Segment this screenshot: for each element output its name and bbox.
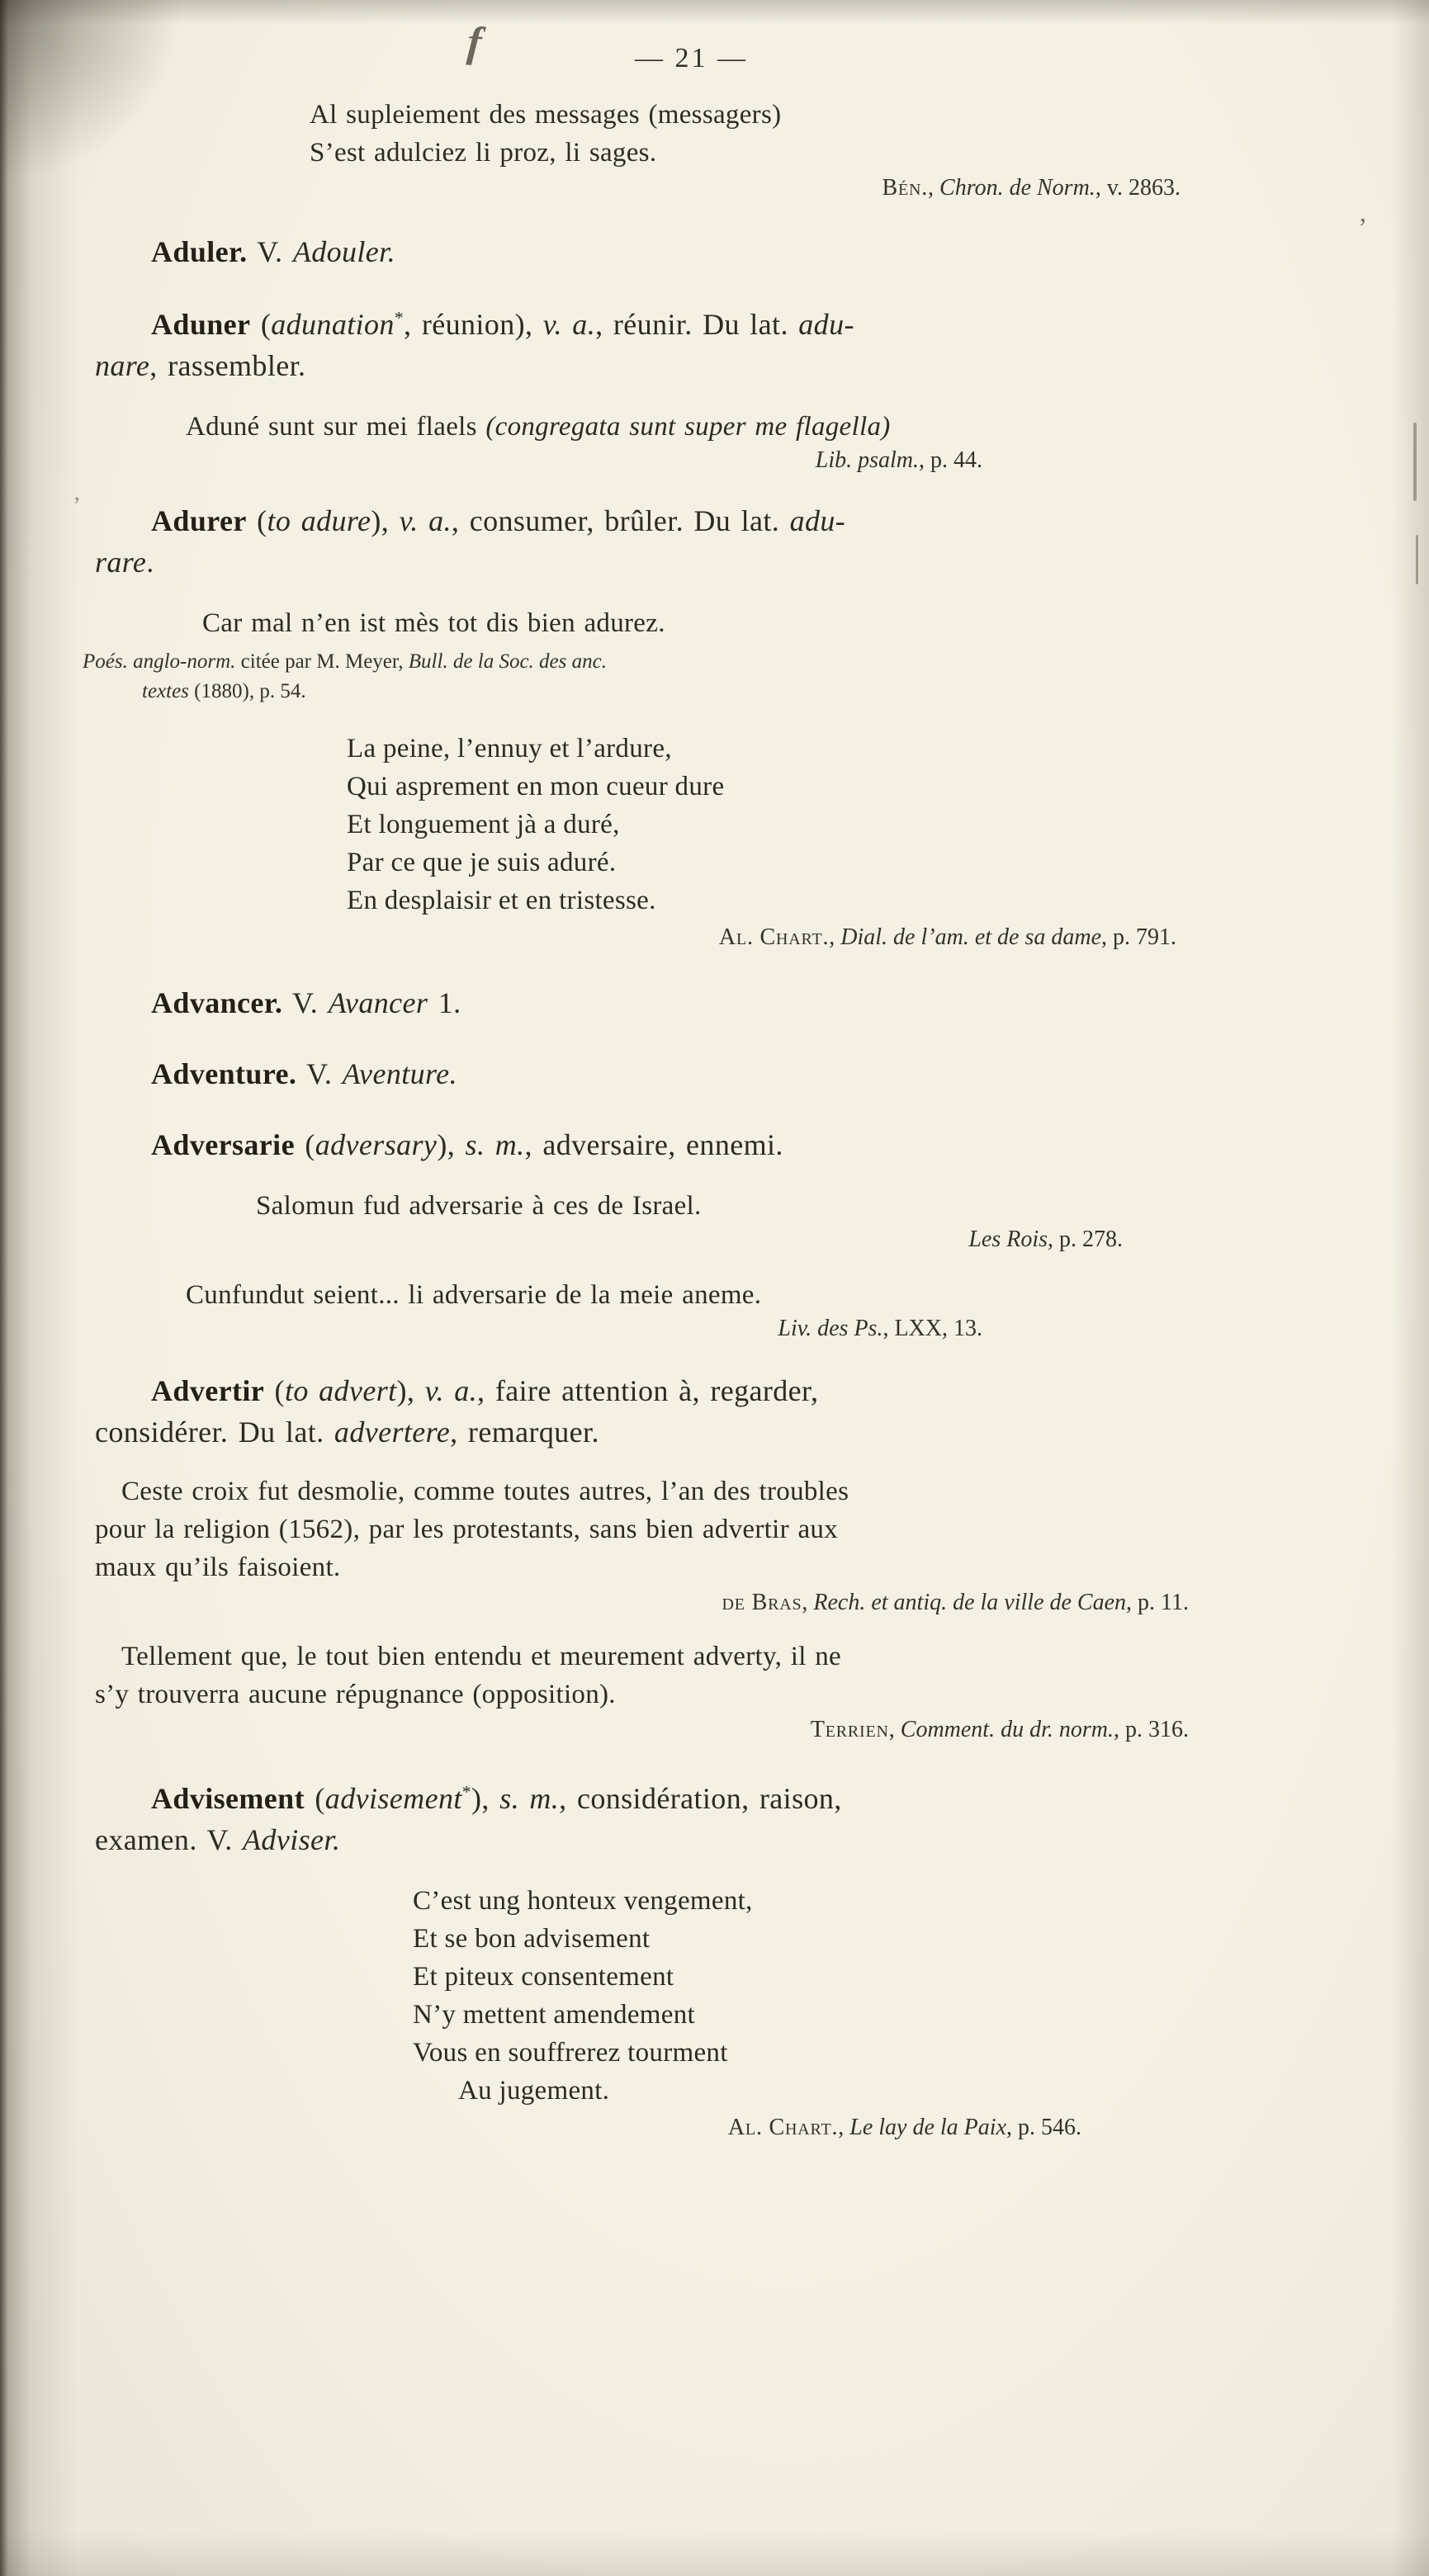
text-run: adversary — [315, 1128, 438, 1161]
scan-artifact-tick-left: ’ — [73, 492, 81, 519]
text-run: Au jugement. — [458, 2076, 610, 2106]
text-run: Al. Chart. — [727, 2115, 839, 2140]
text-run: Aduné sunt sur mei flaels — [186, 412, 486, 442]
quote-ceste-croix — [95, 1472, 1288, 1586]
text-run: rare — [95, 546, 147, 579]
page-number: — 21 — — [635, 43, 748, 73]
text-run: Comment. du dr. norm. — [900, 1717, 1114, 1742]
quote-car-mal — [202, 604, 1288, 642]
text-run: textes — [142, 680, 189, 702]
text-run: adunation — [271, 308, 395, 341]
text-run: , p. 44. — [919, 447, 982, 473]
text-run: nare — [95, 349, 150, 382]
text-run: Rech. et antiq. de la ville de Caen — [813, 1590, 1127, 1615]
text-run: examen. V. — [95, 1823, 244, 1856]
verse-cest-ung — [413, 1882, 1288, 2072]
text-run: Adviser. — [243, 1823, 341, 1856]
text-run: 1. — [428, 986, 461, 1019]
text-run: , p. 546. — [1006, 2115, 1081, 2140]
citation-poes-anglo-norm — [83, 647, 1288, 707]
text-run: considérer. Du lat. — [95, 1416, 334, 1449]
text-run: v. a. — [542, 308, 596, 341]
text-run: ), — [471, 1782, 500, 1815]
text-run: Liv. des Ps. — [778, 1316, 883, 1341]
text-run: , — [838, 2115, 850, 2140]
text-run: , rassembler. — [149, 349, 306, 382]
scan-artifact-edge-dash — [1416, 535, 1418, 584]
entry-advancer — [95, 982, 1288, 1023]
entry-advisement — [95, 1771, 1288, 1860]
text-run: , — [802, 1590, 814, 1615]
text-run: Al. Chart. — [718, 924, 830, 950]
citation-terrien — [95, 1715, 1288, 1745]
text-run: Salomun fud adversarie à ces de Israel. — [256, 1191, 702, 1221]
text-run: Et piteux consentement — [413, 1962, 674, 1992]
text-run: de Bras — [722, 1590, 802, 1615]
text-run: , faire attention à, regarder, — [477, 1374, 819, 1407]
ink-mark: f — [466, 18, 484, 67]
text-run: , p. 278. — [1048, 1227, 1123, 1252]
scan-artifact-tick-right: ’ — [1358, 213, 1368, 243]
entry-advertir — [95, 1370, 1288, 1453]
text-run: advisement — [324, 1782, 462, 1815]
text-run: Advisement — [151, 1782, 305, 1815]
text-run: ( — [305, 1782, 325, 1815]
text-run: Aventure. — [342, 1057, 457, 1090]
text-run: ( — [250, 308, 272, 341]
text-run: ( — [264, 1374, 285, 1407]
text-run: Advertir — [151, 1374, 265, 1407]
text-run: V. — [282, 986, 329, 1019]
text-run: N’y mettent amendement — [413, 2000, 695, 2030]
text-run: Lib. psalm. — [815, 447, 919, 473]
text-run: , — [888, 1717, 901, 1742]
text-run: s. m. — [465, 1128, 525, 1161]
text-run: Avancer — [328, 986, 428, 1019]
text-run: v. a. — [424, 1374, 478, 1407]
text-run: , considération, raison, — [559, 1782, 842, 1815]
text-run: adu- — [798, 308, 854, 341]
citation-de-bras — [95, 1588, 1288, 1618]
text-run: Vous en souffrerez tourment — [413, 2038, 728, 2068]
text-run: (congregata sunt super me flagella) — [485, 412, 891, 442]
text-run: Al supleiement des messages (messagers) — [310, 100, 782, 130]
text-run: maux qu’ils faisoient. — [95, 1553, 341, 1582]
text-run: V. — [247, 235, 293, 268]
text-run: Adurer — [151, 504, 247, 537]
text-run: to adure — [267, 504, 371, 537]
text-run: , remarquer. — [450, 1416, 599, 1449]
quote-cunfundut — [186, 1276, 1288, 1314]
text-run: En desplaisir et en tristesse. — [347, 886, 656, 915]
entry-adventure — [95, 1053, 1288, 1094]
text-run: , p. 11. — [1126, 1590, 1189, 1615]
text-run: Et se bon advisement — [413, 1924, 651, 1954]
text-run: V. — [296, 1057, 343, 1090]
text-column — [83, 0, 1288, 2143]
text-run: advertere — [334, 1416, 451, 1449]
text-run: Advancer. — [151, 986, 283, 1019]
text-run: Ceste croix fut desmolie, comme toutes autres, l’an des troubles — [121, 1477, 849, 1506]
text-run: Bull. de la Soc. des anc. — [408, 650, 607, 673]
citation-al-chart-lay — [95, 2113, 1288, 2143]
text-run: Adventure. — [151, 1057, 297, 1090]
text-run: , — [928, 175, 940, 201]
text-run: , réunion), — [404, 308, 543, 341]
entry-aduler — [95, 231, 1288, 272]
text-run: , adversaire, ennemi. — [524, 1128, 783, 1161]
text-run: . — [146, 546, 154, 579]
text-run: Les Rois — [968, 1227, 1048, 1252]
citation-al-chart-dial — [95, 923, 1288, 952]
text-run: v. a. — [399, 504, 452, 537]
text-run: Poés. anglo-norm. — [83, 650, 236, 673]
text-run: , p. 316. — [1114, 1717, 1189, 1742]
text-run: ( — [246, 504, 267, 537]
entry-aduner — [95, 297, 1288, 386]
text-run: adu- — [789, 504, 846, 537]
text-run: s’y trouverra aucune répugnance (opposition). — [95, 1680, 616, 1709]
text-run: (1880), p. 54. — [188, 680, 306, 702]
text-run: , LXX, 13. — [882, 1316, 982, 1341]
text-run: Dial. de l’am. et de sa dame — [840, 924, 1101, 950]
verse-la-peine — [347, 730, 1288, 919]
verse-cest-ung-last-line — [458, 2072, 1288, 2110]
text-run: ), — [371, 504, 400, 537]
text-run: Le lay de la Paix — [849, 2115, 1006, 2140]
quote-salomun — [256, 1187, 1288, 1225]
text-run: s. m. — [499, 1782, 560, 1815]
text-run: Cunfundut seient... li adversarie de la meie aneme. — [186, 1280, 762, 1310]
text-run: Bén. — [882, 175, 929, 201]
text-run: Tellement que, le tout bien entendu et meurement adverty, il ne — [121, 1642, 841, 1671]
text-run: , — [829, 924, 841, 950]
text-run: pour la religion (1562), par les protestants, sans bien advertir aux — [95, 1515, 838, 1544]
citation-lib-psalm — [95, 446, 1288, 475]
text-run: Aduner — [151, 308, 251, 341]
text-run: C’est ung honteux vengement, — [413, 1886, 753, 1916]
scan-artifact-edge-dash — [1413, 423, 1417, 501]
text-run: Terrien — [810, 1717, 889, 1742]
citation-liv-des-ps — [95, 1314, 1288, 1344]
entry-adversarie — [95, 1124, 1288, 1165]
text-run: ( — [294, 1128, 315, 1161]
citation-les-rois — [95, 1225, 1288, 1255]
text-run: Par ce que je suis aduré. — [347, 848, 617, 877]
text-run: , consumer, brûler. Du lat. — [451, 504, 790, 537]
text-run: La peine, l’ennuy et l’ardure, — [347, 734, 672, 763]
text-run: * — [461, 1782, 471, 1802]
text-run: , réunir. Du lat. — [595, 308, 799, 341]
text-run: Aduler. — [151, 235, 248, 268]
quote-adune — [186, 408, 1288, 446]
text-run: citée par M. Meyer, — [235, 650, 409, 673]
text-run: Et longuement jà a duré, — [347, 810, 620, 839]
text-run: * — [394, 308, 405, 328]
text-run: , v. 2863. — [1095, 175, 1181, 201]
text-run: , p. 791. — [1101, 924, 1176, 950]
entry-adurer — [95, 500, 1288, 583]
text-run: ), — [437, 1128, 466, 1161]
text-run: ), — [396, 1374, 425, 1407]
quote-supleiement — [310, 96, 1288, 172]
text-run: S’est adulciez li proz, li sages. — [310, 138, 657, 168]
text-run: to advert — [284, 1374, 397, 1407]
text-run: Car mal n’en ist mès tot dis bien adurez. — [202, 608, 665, 638]
text-run: Chron. de Norm. — [939, 175, 1095, 201]
text-run: Qui asprement en mon cueur dure — [347, 772, 725, 801]
text-run: Adouler. — [292, 235, 396, 268]
text-run: Adversarie — [151, 1128, 295, 1161]
quote-tellement — [95, 1638, 1288, 1713]
citation-ben-chron-de-norm — [95, 173, 1288, 203]
